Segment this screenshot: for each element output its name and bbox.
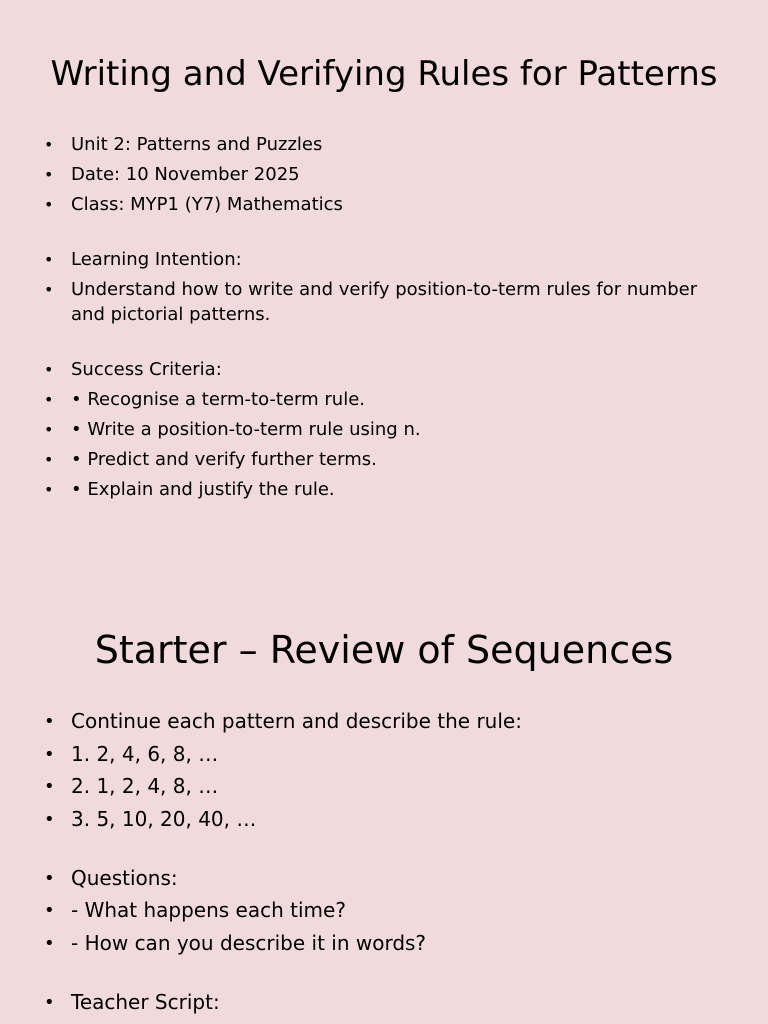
slide-2-title: Starter – Review of Sequences [94, 628, 674, 672]
list-item: • Questions: [44, 865, 178, 890]
list-item: • Class: MYP1 (Y7) Mathematics [44, 194, 343, 215]
bullet-icon: • [44, 480, 54, 499]
list-item: • - How can you describe it in words? [44, 930, 427, 955]
bullet-icon: • [44, 390, 54, 409]
bullet-icon: • [44, 867, 55, 889]
bullet-icon: • [44, 743, 55, 765]
bullet-icon: • [44, 776, 55, 797]
list-item: • Continue each pattern and describe the rule: [44, 709, 522, 733]
bullet-icon: • [44, 195, 54, 214]
bullet-icon: • [44, 808, 55, 830]
bullet-icon: • [44, 360, 54, 379]
list-item: • Understand how to write and verify position-to-term rules for number and pictorial patterns. [44, 279, 698, 325]
list-item: • • Recognise a term-to-term rule. [44, 389, 366, 410]
bullet-icon: • [44, 450, 54, 469]
slide-1-title: Writing and Verifying Rules for Patterns [50, 54, 718, 94]
list-item: • 2. 1, 2, 4, 8, … [44, 774, 219, 798]
slide-2 [0, 576, 768, 1024]
bullet-icon: • [44, 135, 54, 154]
bullet-icon: • [44, 280, 54, 299]
list-item: • Teacher Script: [44, 989, 220, 1014]
list-item: • • Explain and justify the rule. [44, 479, 335, 500]
slide-2-bullet-list [44, 708, 734, 1021]
bullet-icon: • [44, 900, 55, 921]
list-item: • • Predict and verify further terms. [44, 449, 377, 470]
bullet-icon: • [44, 250, 54, 269]
list-item: • Unit 2: Patterns and Puzzles [44, 134, 323, 155]
list-item: • 1. 2, 4, 6, 8, … [44, 741, 219, 766]
list-item: • Date: 10 November 2025 [44, 164, 300, 185]
bullet-icon: • [44, 932, 55, 954]
list-item: • 3. 5, 10, 20, 40, … [44, 806, 257, 831]
bullet-icon: • [44, 420, 54, 439]
bullet-icon: • [44, 711, 55, 732]
bullet-icon: • [44, 991, 55, 1013]
bullet-icon: • [44, 165, 54, 184]
list-item: • - What happens each time? [44, 898, 346, 922]
list-item: • Learning Intention: [44, 249, 242, 270]
list-item: • • Write a position-to-term rule using n. [44, 419, 421, 440]
slide-1-bullet-list [44, 132, 734, 507]
list-item: • Success Criteria: [44, 359, 222, 380]
